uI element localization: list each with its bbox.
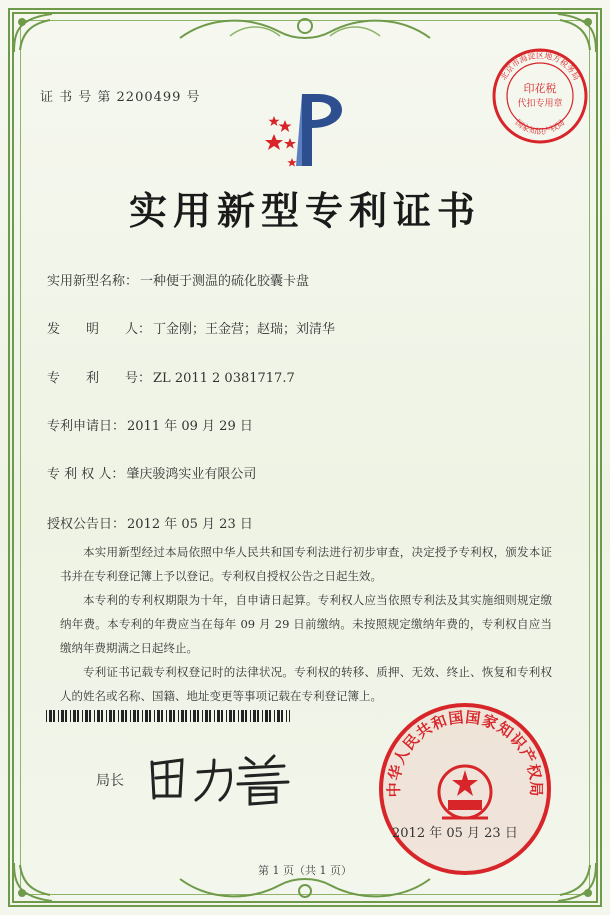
field-value: 2012 年 05 月 23 日: [127, 517, 253, 532]
svg-text:国家知识产权局: [514, 118, 567, 136]
field-value: 肇庆骏鸿实业有限公司: [126, 467, 257, 482]
svg-text:北京市海淀区地方税务局: [498, 50, 581, 82]
field-utility-model-name: [47, 270, 309, 289]
seal-date: 2012 年 05 月 23 日: [392, 826, 518, 841]
corner-ornament-icon: [10, 10, 56, 56]
certificate-body: [60, 540, 552, 708]
director-label: 局长: [96, 773, 124, 789]
field-label: 专 利 号：: [47, 371, 152, 386]
field-patentee: [47, 463, 256, 482]
field-label: 专利申请日：: [47, 419, 126, 434]
field-label: 实用新型名称：: [47, 274, 139, 289]
barcode-icon: [46, 707, 290, 719]
field-label: 发 明 人：: [47, 322, 152, 337]
page-footer: 第 1 页（共 1 页）: [258, 864, 352, 877]
body-paragraph: 本专利的专利权期限为十年，自申请日起算。专利权人应当依照专利法及其实施细则规定缴纳年费。本专利的年费应当在每年 09 月 29 日前缴纳。未按照规定缴纳年费的，专利权自应当缴纳年费期满之日起终止。: [60, 593, 552, 655]
field-label: 授权公告日：: [47, 517, 126, 532]
stamp-center-bottom: 代扣专用章: [517, 99, 563, 109]
stamp-bottom-text: 国家知识产权局: [513, 117, 567, 136]
certificate-number: 证 书 号 第 2200499 号: [40, 90, 201, 105]
certificate-title: 实用新型专利证书: [128, 188, 481, 233]
director-signature-icon: [142, 748, 312, 808]
field-value: 丁金刚；王金营；赵瑞；刘清华: [153, 322, 336, 337]
body-paragraph: 专利证书记载专利权登记时的法律状况。专利权的转移、质押、无效、终止、恢复和专利权人的姓名或名称、国籍、地址变更等事项记载在专利登记簿上。: [60, 665, 552, 703]
cnipa-logo-icon: [252, 88, 352, 168]
top-ornament-icon: [170, 12, 440, 46]
field-inventors: [47, 318, 335, 337]
field-value: 2011 年 09 月 29 日: [127, 419, 253, 434]
field-grant-date: [47, 513, 253, 532]
field-application-date: [47, 415, 253, 434]
field-value: ZL 2011 2 0381717.7: [153, 371, 295, 386]
stamp-duty-seal-icon: [490, 46, 590, 146]
field-patent-number: [47, 367, 295, 386]
field-label: 专 利 权 人：: [47, 467, 125, 482]
stamp-outer-text: 北京市海淀区地方税务局: [498, 51, 582, 82]
stamp-center-top: 印花税: [523, 82, 557, 95]
field-value: 一种便于测温的硫化胶囊卡盘: [140, 274, 310, 289]
seal-text: 中华人民共和国国家知识产权局: [384, 708, 546, 798]
cnipa-seal-icon: [376, 700, 554, 878]
body-paragraph: 本实用新型经过本局依照中华人民共和国专利法进行初步审查，决定授予专利权，颁发本证书并在专利登记簿上予以登记。专利权自授权公告之日起生效。: [60, 545, 552, 583]
